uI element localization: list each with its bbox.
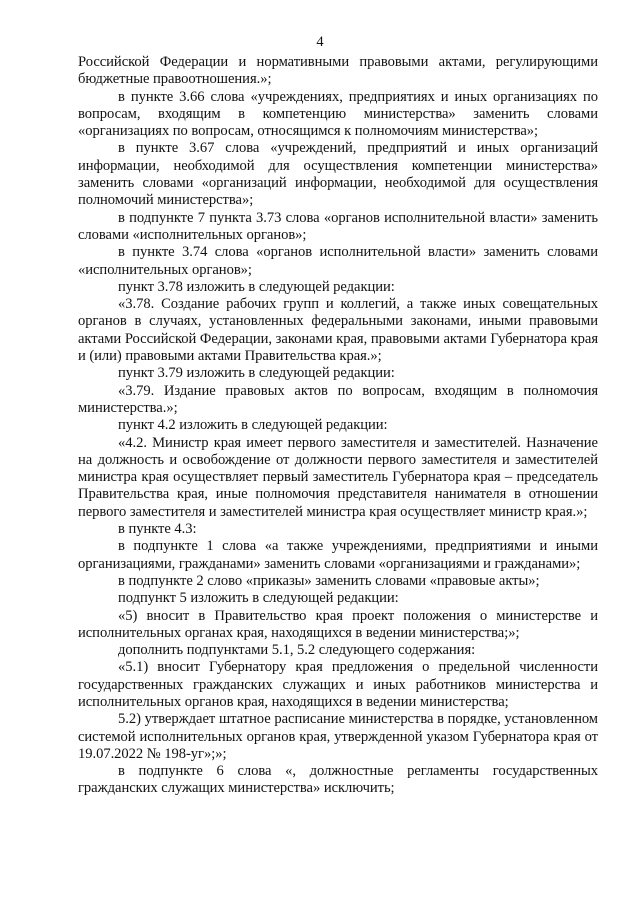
paragraph: 5.2) утверждает штатное расписание министерства в порядке, установленном системой исполнительных органов края, утвержденной указом Губернатора края от 19.07.2022 № 198-уг»;»; [78, 711, 598, 762]
page-number: 4 [316, 34, 324, 50]
paragraph: пункт 4.2 изложить в следующей редакции: [118, 417, 388, 434]
paragraph: в подпункте 7 пункта 3.73 слова «органов исполнительной власти» заменить словами «исполнительных органов»; [78, 209, 598, 243]
paragraph: «3.79. Издание правовых актов по вопросам, входящим в полномочия министерства.»; [78, 382, 598, 416]
paragraph: «5) вносит в Правительство края проект положения о министерстве и исполнительных органах края, находящихся в ведении министерства;»; [78, 607, 598, 641]
paragraph: дополнить подпунктами 5.1, 5.2 следующего содержания: [118, 642, 476, 659]
paragraph: в пункте 4.3: [118, 521, 197, 538]
paragraph: в подпункте 6 слова «, должностные регламенты государственных гражданских служащих министерства» исключить; [78, 763, 598, 797]
paragraph: «4.2. Министр края имеет первого заместителя и заместителей. Назначение на должность и освобождение от должности первого заместителя и заместителей министра края осуществляет первый заместитель Губернатора края – председатель Правительства края, иные полномочия представителя нанимателя в отношении первого заместителя и заместителей министра края осуществляет министр края.»; [78, 434, 598, 520]
paragraph: «5.1) вносит Губернатору края предложения о предельной численности государственных гражданских служащих и иных работников министерства и исполнительных органов края, находящихся в ведении министерства; [78, 659, 598, 710]
paragraph: в подпункте 2 слово «приказы» заменить словами «правовые акты»; [118, 572, 540, 589]
paragraph: «3.78. Создание рабочих групп и коллегий, а также иных совещательных органов в случаях, установленных федеральными законами, иными правовыми актами Российской Федерации, законами края, правовыми актами Губернатора края и (или) правовыми актами Правительства края.»; [78, 296, 598, 365]
paragraph: в пункте 3.66 слова «учреждениях, предприятиях и иных организациях по вопросам, входящим в компетенцию министерства» заменить словами «организациях по вопросам, относящимся к полномочиям министерства»; [78, 88, 598, 140]
paragraph: в подпункте 1 слова «а также учреждениями, предприятиями и иными организациями, гражданами» заменить словами «организациями и гражданами»; [78, 538, 598, 572]
paragraph: в пункте 3.67 слова «учреждений, предприятий и иных организаций информации, необходимой для осуществления компетенции министерства» заменить словами «организаций информации, необходимой для осуществления полномочий министерства»; [78, 140, 598, 209]
paragraph: Российской Федерации и нормативными правовыми актами, регулирующими бюджетные правоотношения.»; [78, 54, 598, 88]
paragraph: пункт 3.78 изложить в следующей редакции: [118, 278, 395, 295]
paragraph: в пункте 3.74 слова «органов исполнительной власти» заменить словами «исполнительных органов»; [78, 244, 598, 278]
paragraph: подпункт 5 изложить в следующей редакции: [118, 590, 399, 607]
paragraph: пункт 3.79 изложить в следующей редакции: [118, 365, 395, 382]
